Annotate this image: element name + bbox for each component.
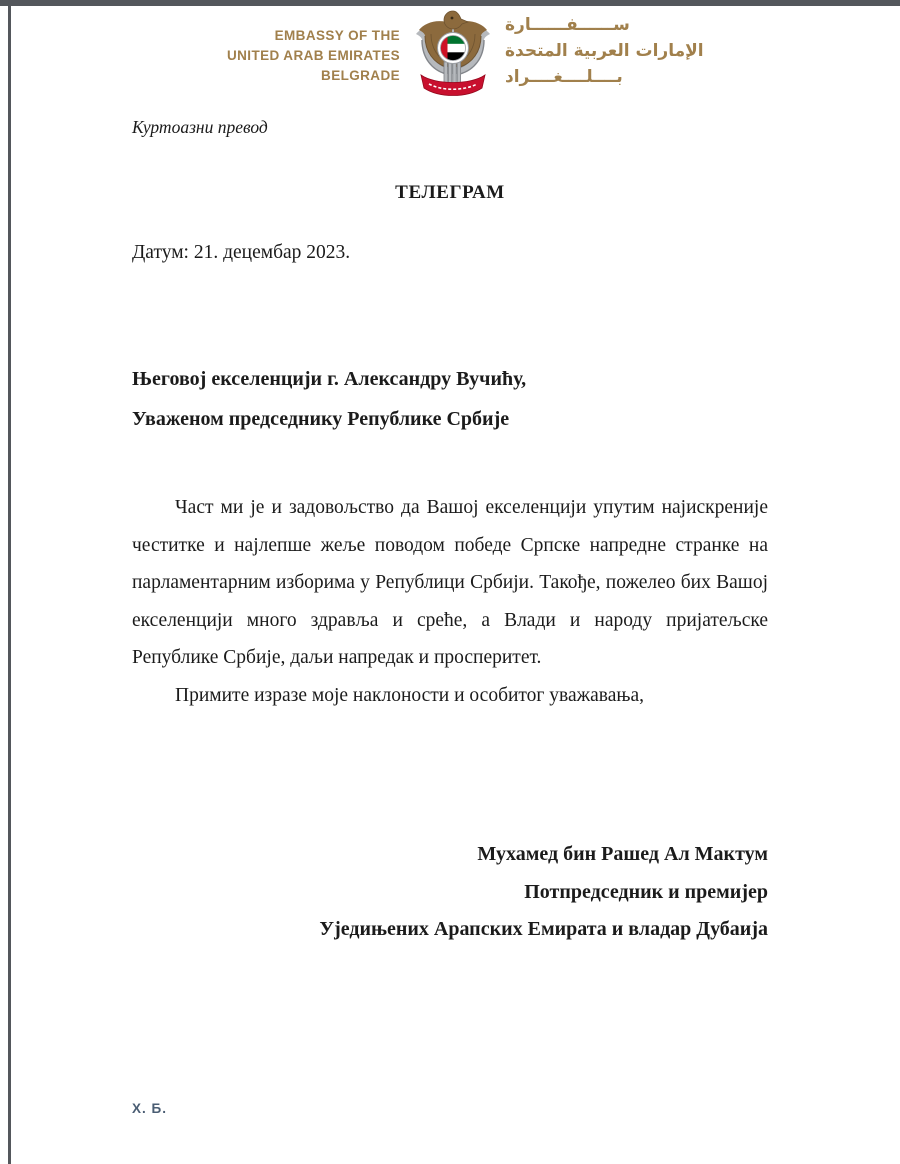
embassy-name-arabic-line: الإمارات العربية المتحدة [505,41,704,61]
body-paragraph: Част ми је и задовољство да Вашој екселенцији упутим најискреније честитке и најлепше жеље поводом победе Српске напредне странке на парламентарним изборима у Републици Србији. Такође, пожелео бих Вашој екселенцији много здравља и среће, а Влади и народу пријатељске Републике Србије, даљи напредак и просперитет. [132,497,768,669]
signatory-name: Мухамед бин Рашед Ал Мактум [477,843,768,865]
translator-initials: Х. Б. [132,1101,167,1116]
viewer-left-edge [8,0,11,1164]
embassy-name-line: BELGRADE [321,68,400,83]
embassy-name-line: UNITED ARAB EMIRATES [227,48,400,63]
date-line: Датум: 21. децембар 2023. [132,242,351,263]
signature-block [128,836,768,949]
embassy-name-line: EMBASSY OF THE [274,28,400,43]
recipient-block [132,359,526,439]
embassy-name-arabic [505,12,785,90]
document-title: ТЕЛЕГРАМ [395,182,505,203]
courtesy-translation-note: Куртоазни превод [132,117,268,137]
signatory-title-line2: Уједињених Арапских Емирата и владар Дубаија [319,918,768,940]
closing-paragraph: Примите изразе моје наклоности и особитог уважавања, [175,684,645,706]
uae-coat-of-arms-icon [412,8,494,104]
viewer-top-edge [0,0,900,6]
embassy-name-arabic-line: ســــــفــــــارة [505,15,630,35]
embassy-name-english [140,26,400,86]
signatory-title: Потпредседник и премијер [524,880,768,903]
letter-body [132,489,768,715]
embassy-name-arabic-line: بــــلــــغــــراد [505,67,623,87]
recipient-line: Његовој екселенцији г. Александру Вучићу, [132,368,527,390]
recipient-line: Уваженом председнику Републике Србије [132,408,510,430]
